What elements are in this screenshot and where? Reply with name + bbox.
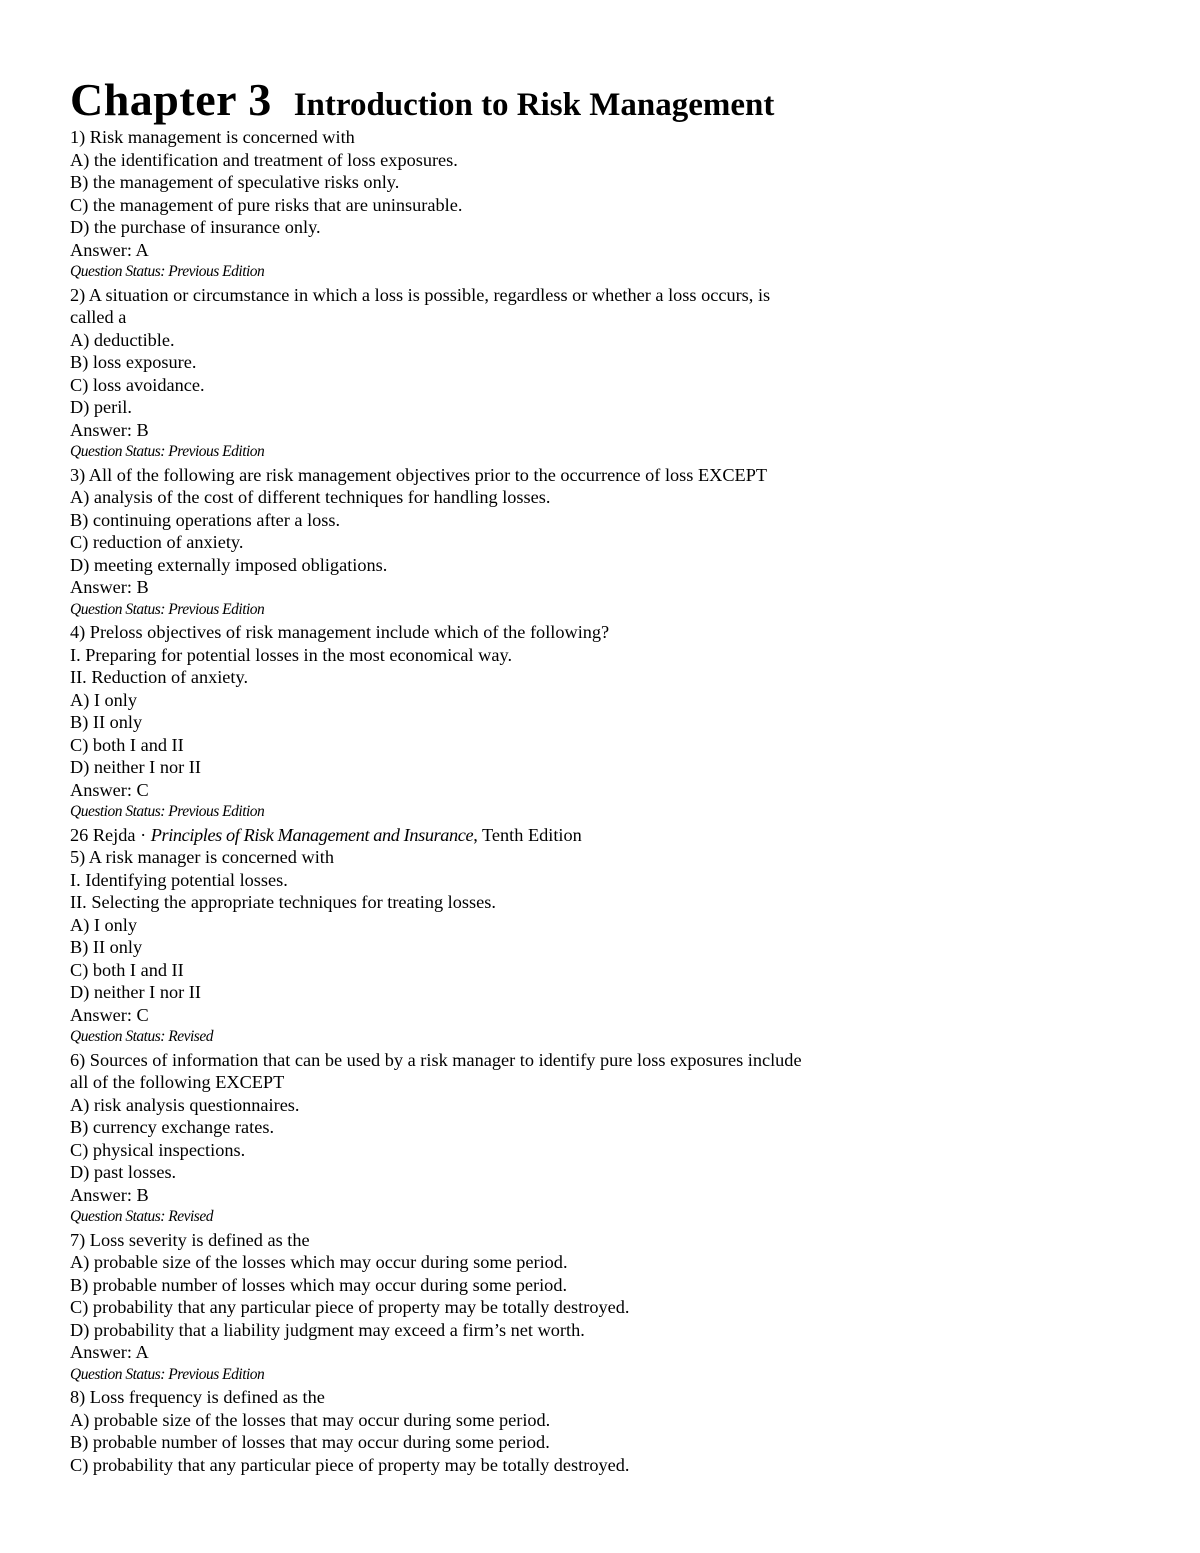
option-a: A) I only — [70, 689, 138, 710]
question-text: 5) A risk manager is concerned with — [70, 847, 334, 867]
question-text: 4) Preloss objectives of risk management include which of the following? — [70, 622, 610, 642]
book-title: Principles of Risk Management and Insurance — [150, 824, 474, 845]
option-c: C) probability that any particular piece of property may be totally destroyed. — [70, 1454, 630, 1475]
answer: Answer: A — [70, 1342, 149, 1362]
question-8 — [70, 1386, 1150, 1476]
option-a: A) I only — [70, 914, 138, 935]
question-text: called a — [70, 307, 127, 327]
option-c: C) probability that any particular piece of property may be totally destroyed. — [70, 1297, 630, 1317]
answer: Answer: C — [70, 779, 149, 800]
question-status: Question Status: Revised — [70, 1028, 213, 1045]
book-edition: , Tenth Edition — [473, 824, 582, 845]
option-b: B) II only — [70, 712, 143, 732]
option-c: C) loss avoidance. — [70, 374, 205, 395]
question-6 — [70, 1049, 1150, 1229]
option-a: A) risk analysis questionnaires. — [70, 1094, 300, 1115]
question-text: 7) Loss severity is defined as the — [70, 1229, 310, 1250]
option-a: A) the identification and treatment of loss exposures. — [70, 149, 458, 170]
question-7 — [70, 1229, 1150, 1387]
question-status: Question Status: Previous Edition — [70, 600, 265, 618]
book-reference — [70, 824, 1150, 847]
question-status: Question Status: Previous Edition — [70, 1365, 265, 1383]
answer: Answer: A — [70, 239, 149, 260]
chapter-title: Introduction to Risk Management — [293, 87, 775, 123]
chapter-number: Chapter 3 — [70, 74, 272, 125]
option-d: D) past losses. — [70, 1162, 177, 1182]
question-status: Question Status: Previous Edition — [70, 263, 265, 280]
question-1 — [70, 126, 1150, 284]
option-d: D) meeting externally imposed obligations. — [70, 554, 388, 575]
question-4 — [70, 621, 1150, 824]
question-status: Question Status: Previous Edition — [70, 443, 265, 460]
option-c: C) both I and II — [70, 734, 184, 755]
question-text: 1) Risk management is concerned with — [70, 127, 355, 147]
option-c: C) reduction of anxiety. — [70, 532, 244, 552]
option-d: D) peril. — [70, 397, 132, 417]
option-d: D) probability that a liability judgment may exceed a firm’s net worth. — [70, 1319, 585, 1340]
question-3 — [70, 464, 1150, 622]
option-d: D) neither I nor II — [70, 757, 201, 777]
question-status: Question Status: Previous Edition — [70, 803, 265, 820]
option-b: B) probable number of losses which may occur during some period. — [70, 1274, 568, 1295]
option-a: A) probable size of the losses which may occur during some period. — [70, 1252, 568, 1272]
chapter-heading — [70, 74, 1150, 126]
option-d: D) neither I nor II — [70, 982, 201, 1002]
question-5 — [70, 846, 1150, 1049]
option-b: B) currency exchange rates. — [70, 1117, 275, 1137]
question-text: 8) Loss frequency is defined as the — [70, 1387, 325, 1407]
option-b: B) continuing operations after a loss. — [70, 509, 341, 530]
option-c: C) the management of pure risks that are uninsurable. — [70, 194, 463, 215]
statement-i: I. Identifying potential losses. — [70, 869, 288, 890]
statement-ii: II. Selecting the appropriate techniques for treating losses. — [70, 892, 496, 912]
answer: Answer: B — [70, 419, 149, 440]
question-status: Question Status: Revised — [70, 1208, 213, 1225]
question-text: all of the following EXCEPT — [70, 1072, 285, 1092]
question-text: 6) Sources of information that can be used by a risk manager to identify pure loss exposures include — [70, 1049, 802, 1070]
question-text: 3) All of the following are risk management objectives prior to the occurrence of loss EXCEPT — [70, 464, 768, 485]
answer: Answer: B — [70, 1184, 149, 1205]
statement-i: I. Preparing for potential losses in the most economical way. — [70, 644, 513, 665]
option-c: C) both I and II — [70, 959, 184, 980]
option-b: B) loss exposure. — [70, 352, 197, 372]
option-a: A) probable size of the losses that may occur during some period. — [70, 1409, 551, 1430]
question-2 — [70, 284, 1150, 464]
option-b: B) the management of speculative risks only. — [70, 172, 400, 192]
option-b: B) II only — [70, 937, 143, 957]
answer: Answer: C — [70, 1004, 149, 1025]
question-text: 2) A situation or circumstance in which a loss is possible, regardless or whether a loss occurs, is — [70, 284, 771, 305]
document-page — [70, 74, 1150, 1476]
option-a: A) analysis of the cost of different techniques for handling losses. — [70, 487, 551, 507]
option-c: C) physical inspections. — [70, 1139, 246, 1160]
page-prefix: 26 Rejda · — [70, 824, 151, 845]
answer: Answer: B — [70, 577, 149, 597]
statement-ii: II. Reduction of anxiety. — [70, 667, 249, 687]
option-d: D) the purchase of insurance only. — [70, 217, 321, 237]
option-b: B) probable number of losses that may occur during some period. — [70, 1432, 550, 1452]
option-a: A) deductible. — [70, 329, 175, 350]
